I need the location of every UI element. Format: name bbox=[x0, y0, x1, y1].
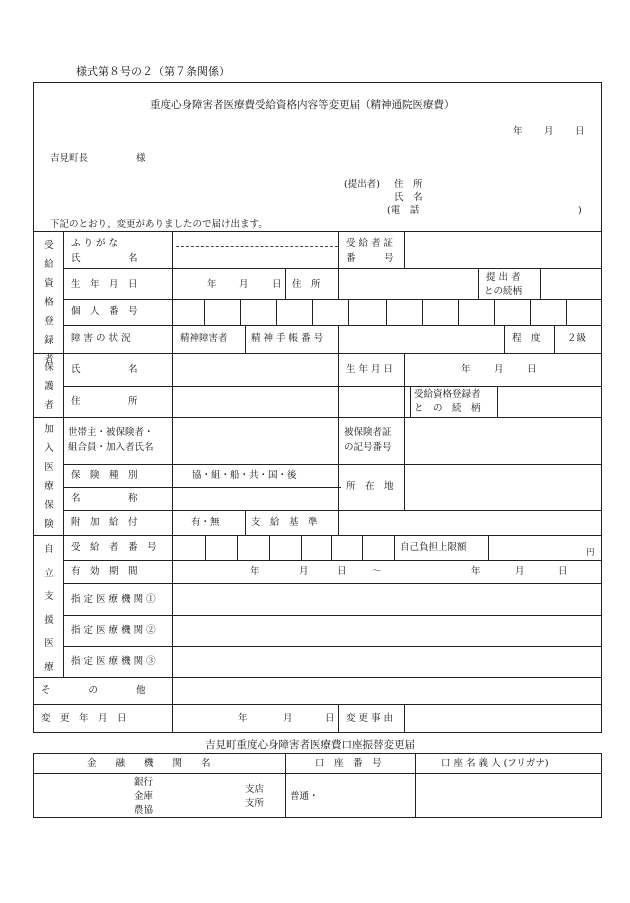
guardian-address-label: 住 所 bbox=[71, 396, 138, 407]
submitter-address-label: 住 所 bbox=[394, 179, 423, 190]
date-month: 月 bbox=[544, 126, 554, 137]
extra-benefit-label: 附 加 給 付 bbox=[71, 517, 138, 528]
guardian-dob-year: 年 bbox=[461, 364, 471, 375]
yen-unit: 円 bbox=[586, 548, 595, 558]
section-guardian: 保 護 者 bbox=[44, 362, 54, 411]
section-insurance: 加 入 医 療 保 険 bbox=[44, 424, 54, 530]
bank-type-shinkin: 金庫 bbox=[134, 791, 154, 802]
period-month-2: 月 bbox=[515, 566, 525, 577]
addressee-town: 吉見町長 bbox=[50, 153, 89, 164]
change-day: 日 bbox=[325, 713, 335, 724]
benefit-std-label: 支 給 基 準 bbox=[251, 517, 318, 528]
change-month: 月 bbox=[283, 713, 293, 724]
location-label: 所 在 地 bbox=[346, 481, 394, 492]
period-day-1: 日 bbox=[337, 566, 347, 577]
addressee-sama: 様 bbox=[136, 153, 146, 164]
submitter-phone-label: (電 話 bbox=[387, 205, 420, 216]
guardian-dob-label: 生 年 月 日 bbox=[346, 364, 394, 375]
insured-holder-2: 組合員・加入者氏名 bbox=[68, 442, 154, 453]
institution-2-label: 指 定 医 療 機 関 ② bbox=[71, 625, 156, 636]
recipient-dob-year: 年 bbox=[207, 279, 217, 290]
extra-benefit-value: 有・無 bbox=[191, 517, 220, 528]
cert-no-label-2: 番 号 bbox=[346, 253, 394, 264]
my-number-label: 個 人 番 号 bbox=[71, 306, 138, 317]
date-year: 年 bbox=[513, 126, 523, 137]
relation-label-2: との続柄 bbox=[484, 286, 523, 297]
guardian-relation-1: 受給資格登録者 bbox=[414, 389, 481, 400]
valid-period-label: 有 効 期 間 bbox=[71, 566, 138, 577]
copay-limit-label: 自己負担上限額 bbox=[400, 542, 467, 553]
bank-holder-header: 口 座 名 義 人 (フリガナ) bbox=[441, 758, 549, 769]
bank-section-title: 吉見町重度心身障害者医療費口座振替変更届 bbox=[205, 739, 415, 751]
recipient-name-label: 氏 名 bbox=[71, 253, 138, 264]
submitter-label: (提出者) bbox=[344, 179, 380, 190]
recipient-dob-day: 日 bbox=[272, 279, 282, 290]
disability-status-label: 障 害 の 状 況 bbox=[71, 333, 131, 344]
insurance-type-value: 協・組・船・共・国・後 bbox=[192, 470, 297, 481]
guardian-name-label: 氏 名 bbox=[71, 364, 138, 375]
date-day: 日 bbox=[575, 126, 585, 137]
section-recipient: 受 給 資 格 登 録 者 bbox=[44, 240, 54, 365]
handbook-no-label: 精 神 手 帳 番 号 bbox=[251, 333, 324, 344]
insured-holder-1: 世帯主・被保険者・ bbox=[68, 427, 154, 438]
submitter-name-label: 氏 名 bbox=[394, 192, 423, 203]
bank-branch: 支店 bbox=[245, 784, 265, 795]
guardian-relation-2: と の 続 柄 bbox=[414, 403, 481, 414]
furigana-label: ふ り が な bbox=[71, 238, 119, 249]
period-day-2: 日 bbox=[558, 566, 568, 577]
period-year-2: 年 bbox=[471, 566, 481, 577]
institution-3-label: 指 定 医 療 機 関 ③ bbox=[71, 656, 156, 667]
recipient-dob-label: 生 年 月 日 bbox=[71, 279, 138, 290]
bank-institution-header: 金 融 機 関 名 bbox=[87, 758, 211, 769]
org-name-label: 名 称 bbox=[71, 493, 138, 504]
submitter-phone-close: ) bbox=[578, 205, 582, 216]
bank-type-bank: 銀行 bbox=[134, 777, 154, 788]
insurance-type-label: 保 険 種 別 bbox=[71, 470, 138, 481]
guardian-dob-month: 月 bbox=[494, 364, 504, 375]
change-date-label: 変 更 年 月 日 bbox=[41, 713, 127, 724]
recipient-address-label: 住 所 bbox=[292, 279, 321, 290]
recipient-dob-month: 月 bbox=[239, 279, 249, 290]
other-label: そ の 他 bbox=[41, 685, 146, 696]
bank-account-header: 口 座 番 号 bbox=[315, 758, 382, 769]
degree-value: ２級 bbox=[567, 333, 587, 344]
form-number: 様式第８号の２（第７条関係） bbox=[76, 65, 230, 78]
intro-text: 下記のとおり、変更がありましたので届け出ます。 bbox=[50, 219, 268, 230]
cert-no-label-1: 受 給 者 証 bbox=[346, 238, 394, 249]
insured-cert-1: 被保険者証 bbox=[344, 427, 392, 438]
change-reason-label: 変 更 事 由 bbox=[346, 713, 394, 724]
bank-type-nokyo: 農協 bbox=[134, 805, 154, 816]
disability-status-value: 精神障害者 bbox=[180, 333, 228, 344]
support-recipient-no-label: 受 給 者 番 号 bbox=[71, 542, 157, 553]
guardian-dob-day: 日 bbox=[527, 364, 537, 375]
period-year-1: 年 bbox=[250, 566, 260, 577]
degree-label: 程 度 bbox=[512, 333, 541, 344]
section-support: 自 立 支 援 医 療 bbox=[44, 544, 54, 673]
relation-label-1: 提 出 者 bbox=[486, 272, 521, 283]
period-tilde: 〜 bbox=[372, 566, 382, 577]
change-year: 年 bbox=[238, 713, 248, 724]
period-month-1: 月 bbox=[299, 566, 309, 577]
bank-office: 支所 bbox=[245, 798, 265, 809]
form-title: 重度心身障害者医療費受給資格内容等変更届（精神通院医療費） bbox=[150, 99, 455, 111]
institution-1-label: 指 定 医 療 機 関 ① bbox=[71, 594, 156, 605]
account-type-ordinary: 普通・ bbox=[290, 791, 319, 802]
insured-cert-2: の記号番号 bbox=[344, 442, 392, 453]
